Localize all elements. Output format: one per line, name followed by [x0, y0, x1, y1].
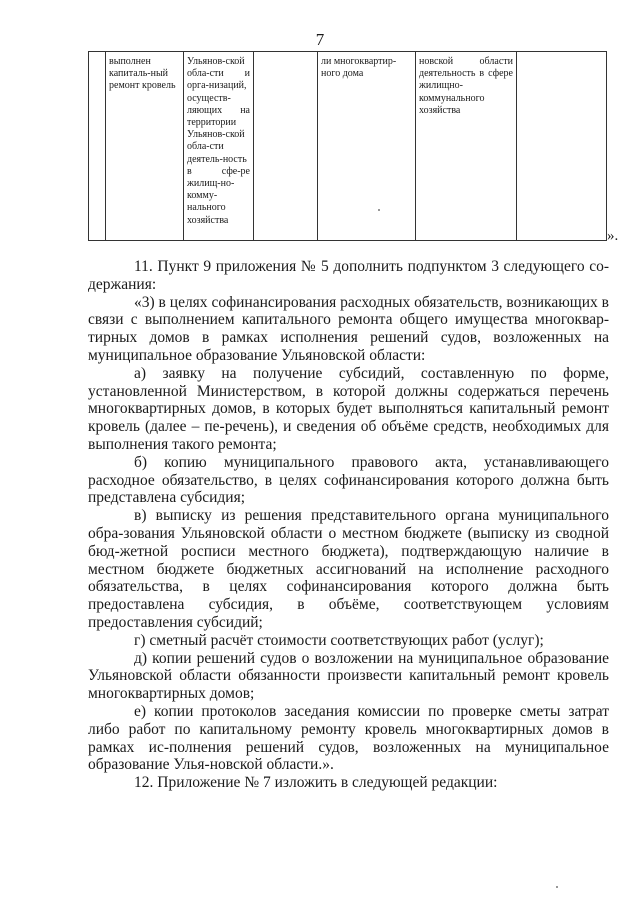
paragraph: 12. Приложение № 7 изложить в следующей редакции:	[134, 774, 498, 792]
table-cell: Ульянов-ской обла-сти и орга-низаций, осуществ-ляющих на территории Ульянов-ской обла-сти деятель-ность в сфе-ре жилищ-но-комму-нального хозяйства	[184, 52, 254, 241]
paragraph: «3) в целях софинансирования расходных обязательств, возникающих в связи с выполнением капитального ремонта общего имущества многоквар-тирных домов в рамках исполнения решений судов, возложенных на муниципальное образование Ульяновской области:	[88, 293, 609, 364]
table-closing-mark: ».	[607, 228, 619, 244]
continuation-table	[88, 51, 607, 241]
paragraph: 11. Пункт 9 приложения № 5 дополнить подпунктом 3 следующего со-держания:	[88, 258, 609, 293]
page-number: 7	[315, 30, 325, 49]
table-cell	[89, 52, 106, 241]
table-cell: выполнен капиталь-ный ремонт кровель	[106, 52, 184, 241]
paragraph: а) заявку на получение субсидий, составленную по форме, установленной Министерством, в которой должны содержаться перечень многоквартирных домов, в которых будет выполняться капитальный ремонт кровель (далее – пе-речень), и сведения об объёме средств, необходимых для выполнения такого ремонта;	[88, 364, 609, 453]
paragraph: д) копии решений судов о возложении на муниципальное образование Ульяновской области обязанности произвести капитальный ремонт кровель многоквартирных домов;	[88, 649, 609, 703]
scan-speck	[556, 886, 558, 888]
scan-speck	[378, 209, 380, 211]
table-cell	[517, 52, 607, 241]
body-text	[88, 258, 609, 792]
paragraph: б) копию муниципального правового акта, устанавливающего расходное обязательство, в целях софинансирования которого должна быть представлена субсидия;	[88, 453, 609, 507]
paragraph: в) выписку из решения представительного органа муниципального обра-зования Ульяновской области о местном бюджете (выписку из сводной бюд-жетной росписи местного бюджета), подтверждающую наличие в местном бюджете бюджетных ассигнований на исполнение расходного обязательства, в целях софинансирования которого должна быть предоставлена субсидия, в объёме, соответствующем условиям предоставления субсидий;	[88, 507, 609, 631]
paragraph: е) копии протоколов заседания комиссии по проверке сметы затрат либо работ по капитальному ремонту кровель многоквартирных домов в рамках ис-полнения решений судов, возложенных на муниципальное образование Улья-новской области.».	[88, 702, 609, 774]
table-cell: новской области деятельность в сфере жилищно-коммунального хозяйства	[416, 52, 517, 241]
table-cell	[254, 52, 318, 241]
paragraph: г) сметный расчёт стоимости соответствующих работ (услуг);	[134, 631, 544, 649]
table-cell: ли многоквартир-ного дома	[318, 52, 416, 241]
